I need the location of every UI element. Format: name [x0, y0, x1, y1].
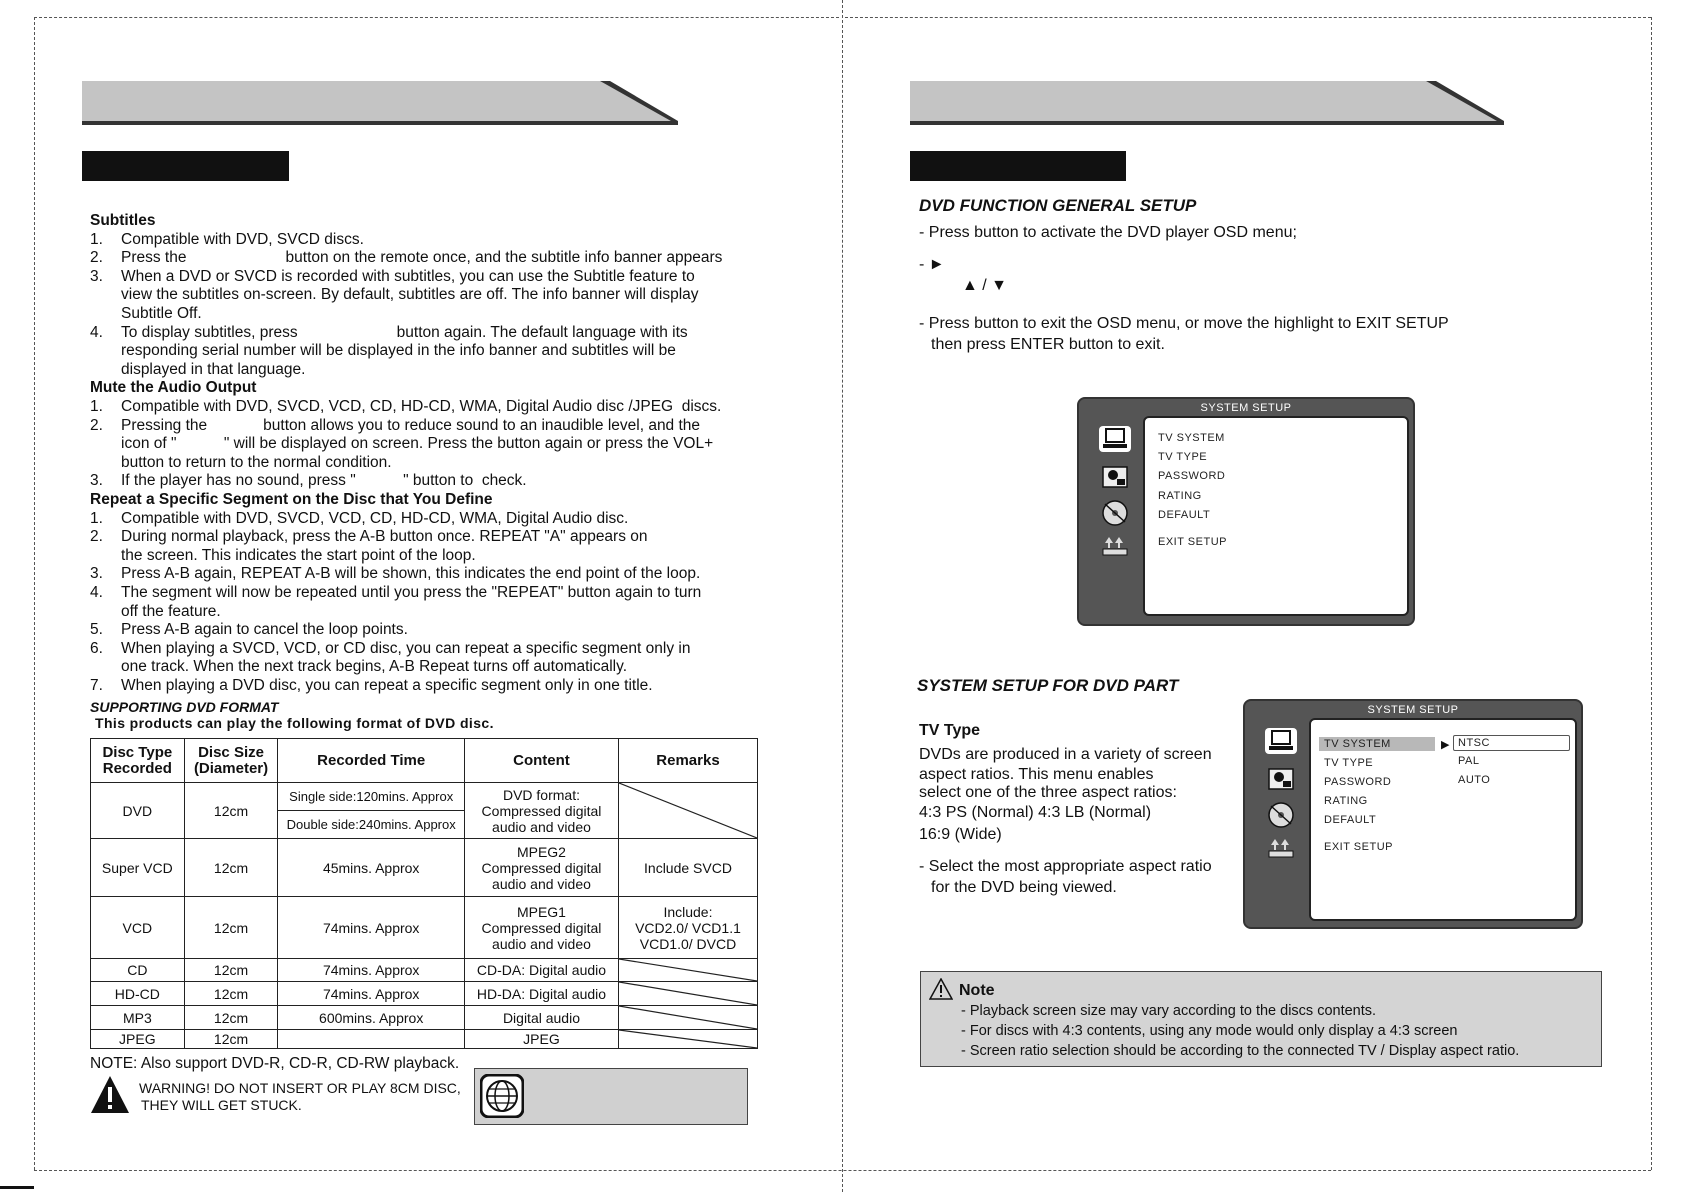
recorded-time-value: 74mins. Approx [322, 985, 420, 1002]
system-setup-menu-2 [1243, 699, 1583, 929]
list-item-line: When playing a DVD disc, you can repeat a specific segment only in one title. [121, 677, 653, 694]
th-disc-size: Disc Size (Diameter) [184, 739, 278, 783]
list-item-line: Compatible with DVD, SVCD discs. [121, 230, 364, 248]
tv-type-line-3: select one of the three aspect ratios: [919, 784, 1177, 801]
note-line-2: - For discs with 4:3 contents, using any mode would only display a 4:3 screen [961, 1023, 1458, 1039]
tv-type-heading: TV Type [919, 722, 981, 739]
cell-remarks [618, 1030, 757, 1049]
menu2-option-auto[interactable]: AUTO [1458, 774, 1491, 786]
recorded-time-value: Single side:120mins. Approx [278, 783, 464, 811]
list-number: 2. [90, 416, 103, 434]
cell-disc-size: 12cm [184, 1030, 278, 1049]
tv-type-line-6: - Select the most appropriate aspect ratio [919, 858, 1212, 875]
tv-type-line-5: 16:9 (Wide) [919, 826, 1002, 843]
speaker-settings-icon[interactable] [1265, 766, 1297, 792]
header-banner-left [82, 81, 678, 123]
cell-content [464, 959, 618, 982]
disc-icon[interactable] [1265, 800, 1297, 826]
menu2-panel [1309, 718, 1577, 921]
recorded-time-value: 600mins. Approx [319, 1009, 424, 1026]
system-setup-menu-1 [1077, 397, 1415, 626]
menu2-item-default[interactable]: DEFAULT [1324, 814, 1377, 826]
list-item-line: If the player has no sound, press " " button to check. [121, 472, 527, 490]
region-box [474, 1068, 748, 1125]
recorded-time-value: 74mins. Approx [322, 962, 420, 978]
general-line-5: then press ENTER button to exit. [931, 336, 1165, 353]
recorded-time-value: Double side:240mins. Approx [286, 817, 456, 832]
page-border-top-left [34, 17, 839, 18]
menu1-item-default[interactable]: DEFAULT [1158, 509, 1211, 521]
list-item-line: To display subtitles, press button again. The default language with its [121, 323, 688, 341]
note-other-discs: NOTE: Also support DVD-R, CD-R, CD-RW playback. [90, 1055, 460, 1072]
section-heading: Mute the Audio Output [90, 379, 257, 397]
list-item-line: displayed in that language. [121, 360, 306, 378]
recorded-time-value: 74mins. Approx [322, 919, 420, 936]
warning-line-1: WARNING! DO NOT INSERT OR PLAY 8CM DISC, [139, 1080, 461, 1096]
recorded-time-value: 45mins. Approx [322, 859, 420, 876]
table-row [91, 897, 758, 959]
menu2-option-ntsc[interactable]: NTSC [1458, 737, 1490, 749]
menu1-title: SYSTEM SETUP [1200, 402, 1292, 414]
table-row [91, 783, 758, 839]
list-number: 3. [90, 472, 103, 490]
note-line-3: - Screen ratio selection should be according to the connected TV / Display aspect ratio. [961, 1043, 1520, 1059]
cell-disc-type: DVD [91, 783, 185, 839]
note-box [920, 971, 1602, 1067]
general-line-1: - Press button to activate the DVD player OSD menu; [919, 224, 1297, 241]
content-line: Compressed digital [481, 919, 602, 936]
list-item-line: off the feature. [121, 602, 221, 620]
speaker-settings-icon[interactable] [1099, 464, 1131, 490]
menu2-item-rating[interactable]: RATING [1324, 795, 1368, 807]
list-item-line: button to return to the normal condition. [121, 453, 392, 471]
exit-setup-icon[interactable] [1099, 533, 1131, 559]
menu2-item-tv-type[interactable]: TV TYPE [1324, 757, 1374, 769]
list-item-line: During normal playback, press the A-B button once. REPEAT "A" appears on [121, 528, 648, 546]
table-row [91, 982, 758, 1006]
warning-line-2: THEY WILL GET STUCK. [141, 1097, 302, 1113]
cell-disc-size: 12cm [184, 839, 278, 897]
list-number: 5. [90, 621, 103, 639]
list-number: 3. [90, 267, 103, 285]
section-bar-left [82, 151, 289, 181]
monitor-icon[interactable] [1265, 728, 1297, 754]
content-line: Compressed digital [481, 859, 602, 876]
list-item-line: Pressing the button allows you to reduce sound to an inaudible level, and the [121, 416, 701, 434]
menu2-option-pal[interactable]: PAL [1458, 755, 1480, 767]
menu2-item-tv-system[interactable]: TV SYSTEM [1324, 738, 1391, 750]
list-item-line: the screen. This indicates the start point of the loop. [121, 546, 476, 564]
tv-type-line-4: 4:3 PS (Normal) 4:3 LB (Normal) [919, 804, 1152, 821]
tv-type-line-1: DVDs are produced in a variety of screen [919, 746, 1212, 763]
list-item-line: Subtitle Off. [121, 305, 202, 322]
list-item-line: Press A-B again to cancel the loop points. [121, 621, 408, 639]
page-border-right [1651, 17, 1652, 1170]
cell-disc-size: 12cm [184, 897, 278, 959]
header-banner-right [910, 81, 1504, 123]
cell-recorded-time [278, 982, 465, 1006]
content-line: HD-DA: Digital audio [476, 985, 607, 1002]
cell-disc-size: 12cm [184, 783, 278, 839]
cell-disc-type: MP3 [91, 1006, 185, 1030]
list-item-line: Press A-B again, REPEAT A-B will be shown, this indicates the end point of the loop. [121, 565, 701, 583]
globe-icon [480, 1074, 524, 1118]
warning-triangle-icon [90, 1075, 130, 1115]
note-heading: Note [959, 982, 995, 999]
list-number: 2. [90, 249, 103, 267]
cell-recorded-time [278, 1006, 465, 1030]
table-row [91, 1030, 758, 1049]
cell-disc-type: Super VCD [91, 839, 185, 897]
menu1-panel [1143, 416, 1409, 616]
cell-disc-type: JPEG [91, 1030, 185, 1049]
cell-disc-type: CD [91, 959, 185, 982]
cell-content [464, 783, 618, 839]
table-row [91, 839, 758, 897]
menu1-item-tv-system[interactable]: TV SYSTEM [1158, 432, 1225, 444]
section-heading: SUPPORTING DVD FORMAT [90, 698, 279, 715]
cell-remarks [618, 1006, 757, 1030]
content-line: DVD format: [502, 786, 580, 803]
page-divider [842, 0, 843, 1192]
exit-setup-icon[interactable] [1265, 835, 1297, 861]
cell-content [464, 897, 618, 959]
list-item-line: When playing a SVCD, VCD, or CD disc, you can repeat a specific segment only in [121, 639, 691, 657]
cell-disc-size: 12cm [184, 1006, 278, 1030]
section-bar-right [910, 151, 1126, 181]
page-border-top-right [845, 17, 1651, 18]
menu1-item-tv-type[interactable]: TV TYPE [1158, 451, 1208, 463]
cell-remarks [618, 783, 757, 839]
content-line: Digital audio [502, 1009, 580, 1026]
list-number: 4. [90, 584, 103, 601]
cell-content [464, 839, 618, 897]
menu1-item-password[interactable]: PASSWORD [1158, 470, 1226, 482]
list-number: 2. [90, 528, 103, 546]
format-table [90, 738, 758, 1049]
content-line: MPEG1 [516, 903, 566, 920]
arrow-right-icon: ▶ [1441, 739, 1450, 751]
menu2-item-exit-setup[interactable]: EXIT SETUP [1324, 841, 1393, 853]
note-line-1: - Playback screen size may vary according to the discs contents. [961, 1003, 1377, 1019]
cell-disc-type: VCD [91, 897, 185, 959]
list-item-line: The segment will now be repeated until you press the "REPEAT" button again to turn [121, 584, 702, 601]
th-recorded-time: Recorded Time [278, 739, 465, 783]
list-number: 1. [90, 398, 103, 415]
menu2-title: SYSTEM SETUP [1367, 704, 1459, 716]
caution-icon [929, 978, 953, 1000]
list-number: 4. [90, 323, 103, 341]
tv-type-line-2: aspect ratios. This menu enables [919, 766, 1154, 783]
list-item-line: Press the button on the remote once, and the subtitle info banner appears [121, 249, 723, 267]
menu1-item-exit-setup[interactable]: EXIT SETUP [1158, 536, 1227, 548]
th-disc-type: Disc Type Recorded [91, 739, 185, 783]
list-number: 3. [90, 565, 103, 583]
general-line-4: - Press button to exit the OSD menu, or move the highlight to EXIT SETUP [919, 315, 1449, 332]
cell-remarks [618, 897, 757, 959]
page-border-left [34, 17, 35, 1170]
cell-content [464, 982, 618, 1006]
content-line: audio and video [492, 818, 591, 835]
list-item-line: responding serial number will be displayed in the info banner and subtitles will be [121, 342, 676, 360]
cell-recorded-time [278, 1030, 465, 1049]
cell-content [464, 1030, 618, 1049]
cell-disc-size: 12cm [184, 982, 278, 1006]
list-item-line: Compatible with DVD, SVCD, VCD, CD, HD-CD, WMA, Digital Audio disc. [121, 509, 629, 527]
table-row [91, 1006, 758, 1030]
cell-remarks [618, 982, 757, 1006]
cell-disc-size: 12cm [184, 959, 278, 982]
general-setup-heading: DVD FUNCTION GENERAL SETUP [919, 196, 1197, 215]
section-heading: Repeat a Specific Segment on the Disc that You Define [90, 491, 493, 508]
list-item-line: When a DVD or SVCD is recorded with subtitles, you can use the Subtitle feature to [121, 267, 695, 285]
list-item-line: one track. When the next track begins, A-B Repeat turns off automatically. [121, 658, 628, 676]
th-content: Content [464, 739, 618, 783]
system-setup-heading: SYSTEM SETUP FOR DVD PART [917, 676, 1179, 695]
list-item-line: view the subtitles on-screen. By default, subtitles are off. The info banner will display [121, 286, 699, 304]
list-number: 1. [90, 230, 103, 248]
page-border-bottom [34, 1170, 1651, 1171]
cell-remarks [618, 959, 757, 982]
cell-recorded-time [278, 959, 465, 982]
cell-recorded-time [278, 839, 465, 897]
list-item-line: icon of " " will be displayed on screen. Press the button again or press the VOL+ [121, 435, 714, 453]
disc-icon[interactable] [1099, 498, 1131, 524]
content-line: audio and video [492, 935, 591, 952]
cell-content [464, 1006, 618, 1030]
list-number: 1. [90, 509, 103, 527]
content-line: Compressed digital [481, 802, 602, 819]
list-number: 7. [90, 677, 103, 694]
list-number: 6. [90, 639, 103, 657]
menu1-item-rating[interactable]: RATING [1158, 490, 1202, 502]
list-item-line: Compatible with DVD, SVCD, VCD, CD, HD-CD, WMA, Digital Audio disc /JPEG discs. [121, 398, 722, 415]
cell-remarks [618, 839, 757, 897]
table-row [91, 959, 758, 982]
page-corner-mark [0, 1186, 34, 1189]
tv-type-line-7: for the DVD being viewed. [931, 879, 1117, 896]
content-line: JPEG [523, 1031, 560, 1047]
general-line-3: ▲ / ▼ [962, 277, 1008, 294]
remarks-value: Include: VCD2.0/ VCD1.1 VCD1.0/ DVCD [635, 903, 741, 952]
content-line: audio and video [492, 875, 591, 892]
menu2-item-password[interactable]: PASSWORD [1324, 776, 1392, 788]
cell-recorded-time [278, 783, 465, 839]
content-line: MPEG2 [516, 843, 566, 860]
general-line-2: - ► [919, 256, 945, 273]
monitor-icon[interactable] [1099, 426, 1131, 452]
content-line: CD-DA: Digital audio [476, 962, 607, 978]
supporting-subtitle: This products can play the following format of DVD disc. [95, 715, 494, 732]
th-remarks: Remarks [618, 739, 757, 783]
cell-disc-type: HD-CD [91, 982, 185, 1006]
section-heading: Subtitles [90, 212, 156, 229]
cell-recorded-time [278, 897, 465, 959]
remarks-value: Include SVCD [644, 859, 732, 876]
